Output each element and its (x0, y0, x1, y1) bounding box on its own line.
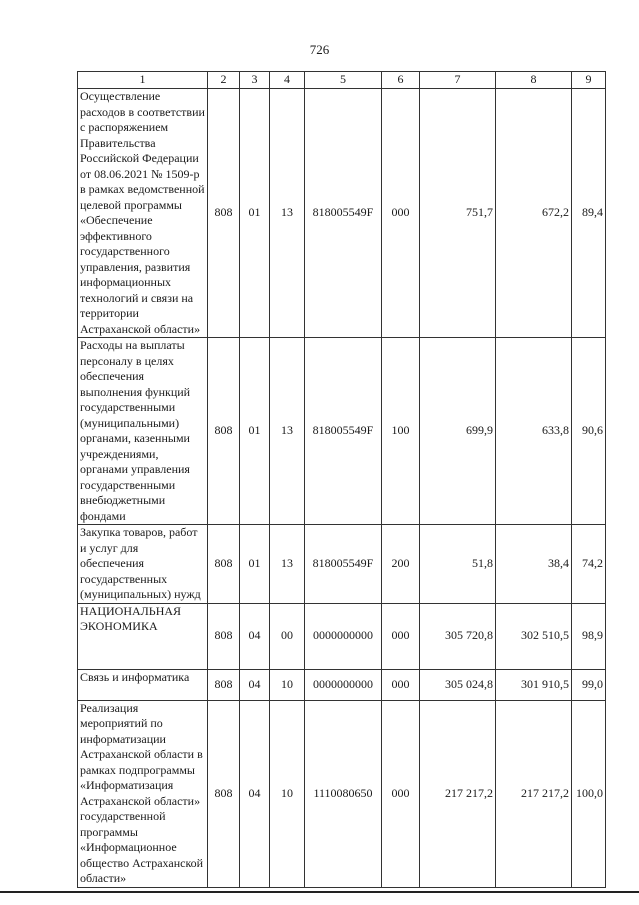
column-number: 1 (78, 72, 208, 89)
ministry-code: 808 (208, 669, 240, 700)
expense-type-code: 000 (382, 603, 420, 669)
actual-amount: 301 910,5 (496, 669, 572, 700)
subsection-code: 10 (270, 669, 305, 700)
row-description: Связь и информатика (78, 669, 208, 700)
column-number: 4 (270, 72, 305, 89)
plan-amount: 217 217,2 (420, 700, 496, 887)
row-description: НАЦИОНАЛЬНАЯ ЭКОНОМИКА (78, 603, 208, 669)
ministry-code: 808 (208, 603, 240, 669)
execution-percent: 74,2 (572, 525, 606, 604)
column-number: 8 (496, 72, 572, 89)
expense-type-code: 100 (382, 338, 420, 525)
subsection-code: 10 (270, 700, 305, 887)
execution-percent: 90,6 (572, 338, 606, 525)
ministry-code: 808 (208, 700, 240, 887)
column-number: 3 (240, 72, 270, 89)
execution-percent: 100,0 (572, 700, 606, 887)
expense-type-code: 200 (382, 525, 420, 604)
table-row (78, 700, 606, 887)
section-code: 04 (240, 669, 270, 700)
subsection-code: 00 (270, 603, 305, 669)
plan-amount: 51,8 (420, 525, 496, 604)
actual-amount: 302 510,5 (496, 603, 572, 669)
ministry-code: 808 (208, 338, 240, 525)
actual-amount: 38,4 (496, 525, 572, 604)
ministry-code: 808 (208, 89, 240, 338)
row-description: Реализация мероприятий по информатизации Астраханской области в рамках подпрограммы «Информатизация Астраханской области» государственной программы «Информационное общество Астраханской области» (78, 700, 208, 887)
column-number: 7 (420, 72, 496, 89)
budget-execution-table (77, 71, 606, 888)
target-article-code: 818005549F (305, 89, 382, 338)
section-code: 04 (240, 603, 270, 669)
plan-amount: 751,7 (420, 89, 496, 338)
execution-percent: 89,4 (572, 89, 606, 338)
actual-amount: 633,8 (496, 338, 572, 525)
section-code: 04 (240, 700, 270, 887)
table-row (78, 89, 606, 338)
page-bottom-rule (0, 891, 639, 893)
plan-amount: 699,9 (420, 338, 496, 525)
row-description: Осуществление расходов в соответствии с распоряжением Правительства Российской Федерации от 08.06.2021 № 1509-р в рамках ведомственной целевой программы «Обеспечение эффективного государственного управления, развития информационных технологий и связи на территории Астраханской области» (78, 89, 208, 338)
target-article-code: 0000000000 (305, 669, 382, 700)
target-article-code: 1110080650 (305, 700, 382, 887)
expense-type-code: 000 (382, 700, 420, 887)
row-description: Закупка товаров, работ и услуг для обеспечения государственных (муниципальных) нужд (78, 525, 208, 604)
ministry-code: 808 (208, 525, 240, 604)
actual-amount: 217 217,2 (496, 700, 572, 887)
table-row (78, 525, 606, 604)
column-number: 5 (305, 72, 382, 89)
target-article-code: 818005549F (305, 338, 382, 525)
column-number: 2 (208, 72, 240, 89)
expense-type-code: 000 (382, 669, 420, 700)
section-code: 01 (240, 338, 270, 525)
table-row (78, 603, 606, 669)
row-description: Расходы на выплаты персоналу в целях обеспечения выполнения функций государственными (муниципальными) органами, казенными учреждениями, органами управления государственными внебюджетными фондами (78, 338, 208, 525)
target-article-code: 818005549F (305, 525, 382, 604)
target-article-code: 0000000000 (305, 603, 382, 669)
subsection-code: 13 (270, 525, 305, 604)
plan-amount: 305 720,8 (420, 603, 496, 669)
actual-amount: 672,2 (496, 89, 572, 338)
section-code: 01 (240, 89, 270, 338)
plan-amount: 305 024,8 (420, 669, 496, 700)
subsection-code: 13 (270, 338, 305, 525)
section-code: 01 (240, 525, 270, 604)
column-number: 6 (382, 72, 420, 89)
execution-percent: 98,9 (572, 603, 606, 669)
table-row (78, 338, 606, 525)
column-number: 9 (572, 72, 606, 89)
table-row (78, 669, 606, 700)
column-number-row (78, 72, 606, 89)
expense-type-code: 000 (382, 89, 420, 338)
page-number: 726 (309, 42, 330, 57)
subsection-code: 13 (270, 89, 305, 338)
execution-percent: 99,0 (572, 669, 606, 700)
